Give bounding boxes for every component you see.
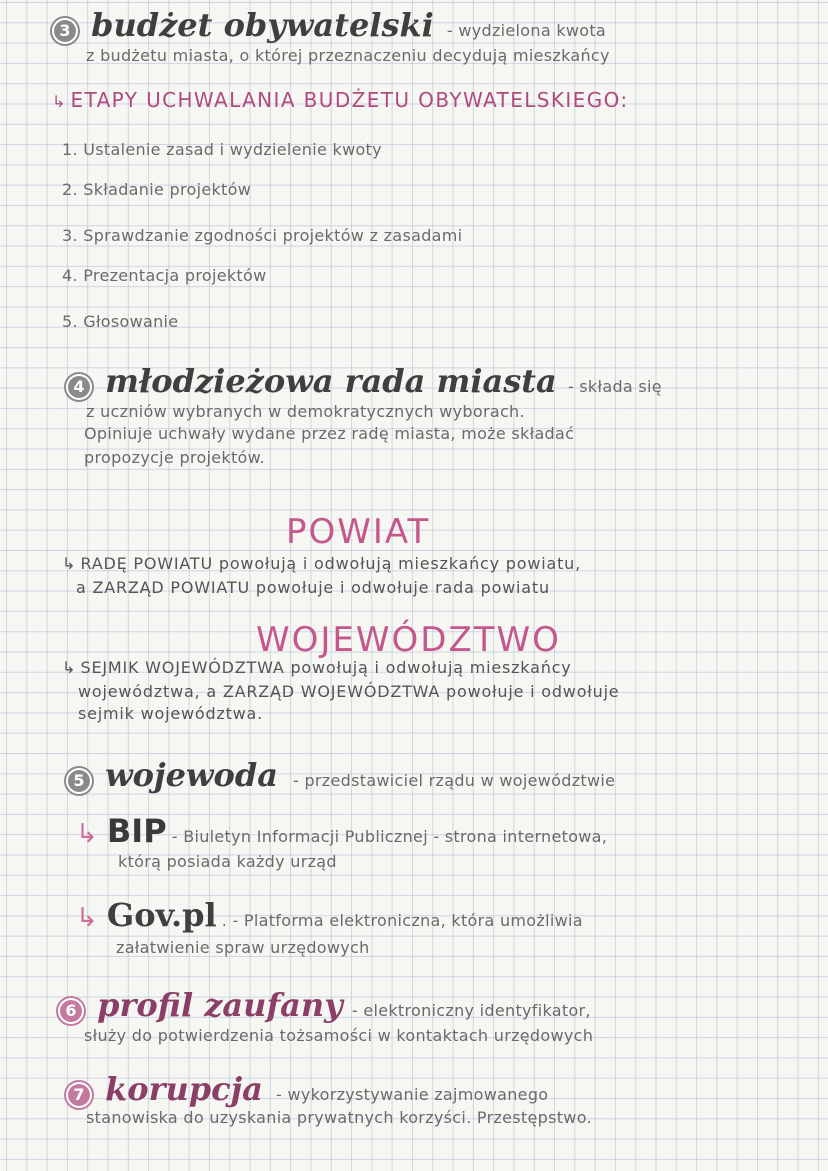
term-mlodziezowa-rada-miasta: młodzieżowa rada miasta [105,362,557,400]
definition-start: . - Platforma elektroniczna, która umożliwia [221,911,583,930]
term-gov-pl: Gov.pl [106,896,217,934]
definition-start: - Biuletyn Informacji Publicznej - strona internetowa, [171,827,608,846]
bip-row [76,812,607,850]
definition-continuation: którą posiada każdy urząd [118,852,337,871]
definition-continuation: Opiniuje uchwały wydane przez radę miasta, może składać [84,424,575,443]
term-profil-zaufany: profil zaufany [97,986,343,1024]
section-3-header [52,6,606,44]
definition-continuation: propozycje projektów. [84,448,265,467]
powiat-row [62,554,581,573]
definition-continuation: załatwienie spraw urzędowych [116,938,370,957]
list-item: 5. Głosowanie [62,312,179,331]
gov-row [76,896,583,934]
wojewodztwo-line: sejmik województwa. [78,704,264,723]
term-budzet-obywatelski: budżet obywatelski [91,6,434,44]
definition-start: - składa się [567,377,662,396]
list-item: 1. Ustalenie zasad i wydzielenie kwoty [62,140,382,159]
list-item: 2. Składanie projektów [62,180,252,199]
powiat-line: a ZARZĄD POWIATU powołuje i odwołuje rada powiatu [76,578,550,597]
list-item: 4. Prezentacja projektów [62,266,267,285]
wojewodztwo-line: SEJMIK WOJEWÓDZTWA powołują i odwołują mieszkańcy [80,658,572,677]
definition-continuation: służy do potwierdzenia tożsamości w kontaktach urzędowych [84,1026,594,1045]
number-badge: 7 [66,1082,92,1108]
section-4-header [66,362,662,400]
definition-start: - wykorzystywanie zajmowanego [276,1085,549,1104]
term-wojewoda: wojewoda [105,756,278,794]
powiat-line: RADĘ POWIATU powołują i odwołują mieszkańcy powiatu, [80,554,581,573]
powiat-title: POWIAT [286,512,431,552]
etapy-heading: ETAPY UCHWALANIA BUDŻETU OBYWATELSKIEGO: [70,88,629,112]
etapy-heading-row [52,88,629,112]
definition-continuation: z uczniów wybranych w demokratycznych wyborach. [86,402,525,421]
arrow-icon: ↳ [76,819,98,849]
wojewodztwo-title: WOJEWÓDZTWO [256,620,561,660]
definition-continuation: z budżetu miasta, o której przeznaczeniu decydują mieszkańcy [86,46,610,65]
section-5-header [66,756,615,794]
arrow-icon: ↳ [76,903,98,933]
arrow-icon: ↳ [62,554,76,573]
term-korupcja: korupcja [105,1070,263,1108]
number-badge: 4 [66,374,92,400]
number-badge: 6 [58,998,84,1024]
list-item: 3. Sprawdzanie zgodności projektów z zasadami [62,226,463,245]
arrow-icon: ↳ [62,658,76,677]
wojewodztwo-line: województwa, a ZARZĄD WOJEWÓDZTWA powołuje i odwołuje [78,682,620,701]
number-badge: 5 [66,768,92,794]
definition: - przedstawiciel rządu w województwie [293,771,616,790]
definition-start: - elektroniczny identyfikator, [351,1001,591,1020]
arrow-icon: ↳ [52,92,66,111]
definition-continuation: stanowiska do uzyskania prywatnych korzyści. Przestępstwo. [86,1108,592,1127]
wojewodztwo-row [62,658,572,677]
section-6-header [58,986,591,1024]
definition-start: - wydzielona kwota [446,21,607,40]
section-7-header [66,1070,548,1108]
number-badge: 3 [52,18,78,44]
term-bip: BIP [106,812,167,850]
